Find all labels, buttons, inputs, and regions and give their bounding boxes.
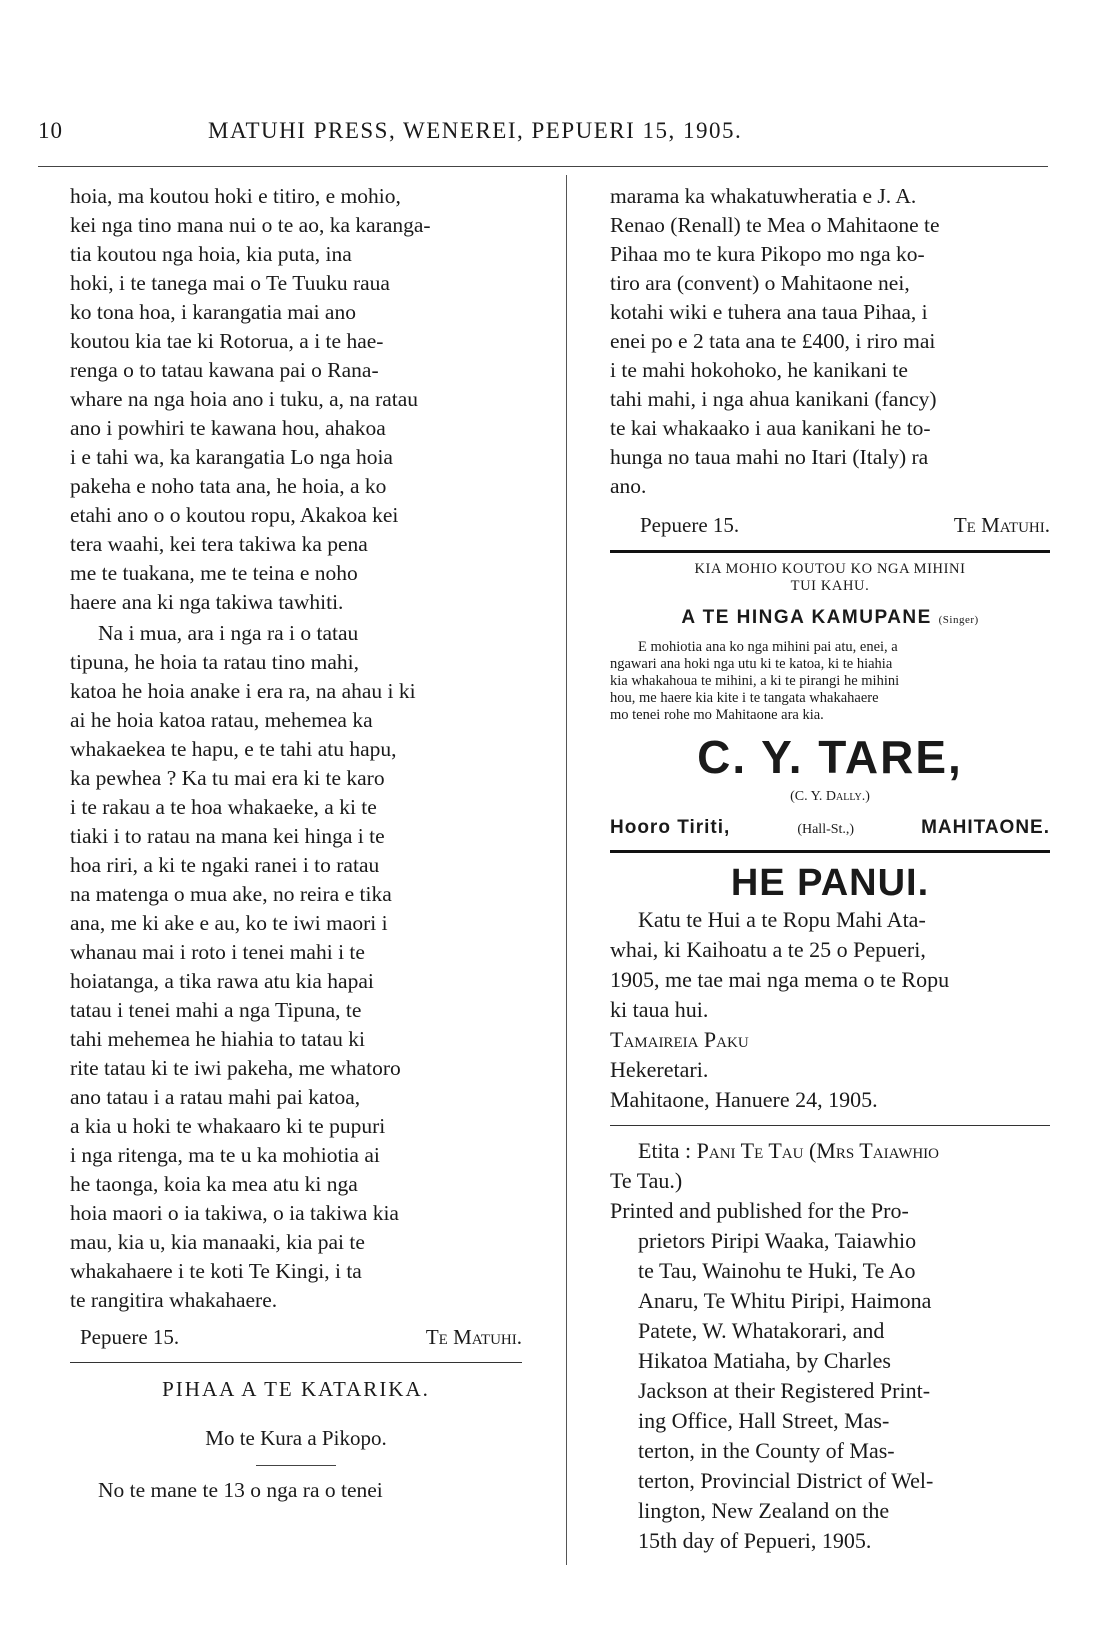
signoff-date: Pepuere 15. — [640, 513, 740, 537]
notice-body — [610, 905, 1050, 1025]
advert-body — [610, 639, 1050, 724]
agent-english: (C. Y. Dally.) — [790, 789, 870, 804]
article-line: tatau i tenei mahi a nga Tipuna, te — [70, 998, 362, 1022]
article-line: hoiatanga, a tika rawa atu kia hapai — [70, 969, 374, 993]
article-line: kei nga tino mana nui o te ao, ka karanga- — [70, 213, 431, 237]
article-line: ko tona hoa, i karangatia mai ano — [70, 300, 356, 324]
article-line: hoa riri, a ki te ngaki ranei i to ratau — [70, 853, 380, 877]
article-line: he taonga, koia ka mea atu ki nga — [70, 1172, 358, 1196]
agent-name: C. Y. TARE, — [697, 731, 963, 783]
left-column — [70, 182, 522, 1505]
advert-line: E mohiotia ana ko nga mihini pai atu, enei, a — [638, 639, 898, 655]
singer-advert — [610, 561, 1050, 844]
article-line: ai he hoia katoa ratau, mehemea ka — [70, 708, 373, 732]
advert-line: mo tenei rohe mo Mahitaone ara kia. — [610, 707, 824, 723]
header-rule — [38, 166, 1048, 167]
article-line: tiro ara (convent) o Mahitaone nei, — [610, 271, 910, 295]
masthead-title: MATUHI PRESS, WENEREI, PEPUERI 15, 1905. — [208, 118, 743, 143]
article-line: te kai whakaako i aua kanikani he to- — [610, 416, 931, 440]
article-line: ano tatau i a ratau mahi pai katoa, — [70, 1085, 361, 1109]
advert-heading-2: TUI KAHU. — [790, 578, 870, 594]
article-line: mau, kia u, kia manaaki, kia pai te — [70, 1230, 365, 1254]
advert-line: kia whakahoua te mihini, a ki te pirangi he mihini — [610, 673, 900, 689]
brand-name: A TE HINGA KAMUPANE — [681, 607, 932, 628]
article-line: koutou kia tae ki Rotorua, a i te hae- — [70, 329, 384, 353]
page-number: 10 — [38, 118, 63, 143]
advert-brand — [610, 603, 1050, 635]
article-line: i e tahi wa, ka karangatia Lo nga hoia — [70, 445, 393, 469]
article-line: renga o to tatau kawana pai o Rana- — [70, 358, 379, 382]
article-line: ka pewhea ? Ka tu mai era ki te karo — [70, 766, 385, 790]
article-line: hunga no taua mahi no Itari (Italy) ra — [610, 445, 929, 469]
article-line: tia koutou nga hoia, kia puta, ina — [70, 242, 352, 266]
imprint-line: terton, Provincial District of Wel- — [638, 1468, 934, 1493]
imprint-line: prietors Piripi Waaka, Taiawhio — [638, 1228, 917, 1253]
article-continued — [70, 182, 522, 617]
notice-line: Katu te Hui a te Ropu Mahi Ata- — [638, 907, 926, 932]
signoff-name: Te Matuhi. — [425, 1325, 522, 1349]
imprint-line: terton, in the County of Mas- — [638, 1438, 895, 1463]
editor-name: Pani Te Tau (Mrs Taiawhio — [696, 1138, 940, 1163]
article-line: whanau mai i roto i tenei mahi i te — [70, 940, 365, 964]
signoff — [70, 1323, 522, 1352]
article-line: hoia maori o ia takiwa, o ia takiwa kia — [70, 1201, 399, 1225]
article-line: tera waahi, kei tera takiwa ka pena — [70, 532, 368, 556]
imprint-line: 15th day of Pepueri, 1905. — [638, 1528, 872, 1553]
notice-title: HE PANUI. — [730, 862, 930, 904]
credits — [610, 1136, 1050, 1556]
page-header — [38, 118, 1048, 152]
editor-label: Etita : — [638, 1138, 692, 1163]
article-continued-right — [610, 182, 1050, 501]
article-line: te rangitira whakahaere. — [70, 1288, 278, 1312]
article-line: Pihaa mo te kura Pikopo mo nga ko- — [610, 242, 925, 266]
imprint-line: Jackson at their Registered Print- — [638, 1378, 931, 1403]
advert-heading: KIA MOHIO KOUTOU KO NGA MIHINI — [694, 561, 966, 577]
signoff-date: Pepuere 15. — [80, 1325, 180, 1349]
imprint-line: Hikatoa Matiaha, by Charles — [638, 1348, 891, 1373]
article-soldiers — [70, 619, 522, 1315]
article-line: ana, me ki ake e au, ko te iwi maori i — [70, 911, 388, 935]
brand-note: (Singer) — [938, 614, 979, 626]
town: MAHITAONE. — [921, 817, 1050, 838]
article-line: tiaki i to ratau na mana kei hinga i te — [70, 824, 385, 848]
article-line: whakahaere i te koti Te Kingi, i ta — [70, 1259, 362, 1283]
advert-rule — [610, 550, 1050, 553]
advert-line: ngawari ana hoki nga utu ki te katoa, ki te hiahia — [610, 656, 893, 672]
notice-signatory: Tamaireia Paku — [610, 1027, 749, 1052]
article-line: hoia, ma koutou hoki e titiro, e mohio, — [70, 184, 401, 208]
article-line: rite tatau ki te iwi pakeha, me whatoro — [70, 1056, 401, 1080]
notice-role: Hekeretari. — [610, 1057, 709, 1082]
editor-line — [610, 1136, 1050, 1166]
article-line: i te rakau a te hoa whakaeke, a ki te — [70, 795, 377, 819]
article-line: haere ana ki nga takiwa tawhiti. — [70, 590, 344, 614]
credits-rule — [610, 1125, 1050, 1126]
article-line: kotahi wiki e tuhera ana taua Pihaa, i — [610, 300, 928, 324]
article-line: ano i powhiri te kawana hou, ahakoa — [70, 416, 386, 440]
article-line: tahi mahi, i nga ahua kanikani (fancy) — [610, 387, 937, 411]
notice-line: whai, ki Kaihoatu a te 25 o Pepueri, — [610, 937, 926, 962]
article-line: na matenga o mua ake, no reira e tika — [70, 882, 392, 906]
section-rule — [70, 1362, 522, 1363]
article-line: whare na nga hoia ano i tuku, a, na ratau — [70, 387, 419, 411]
article-line: etahi ano o o koutou ropu, Akakoa kei — [70, 503, 399, 527]
agent-address — [610, 813, 1050, 844]
street: Hooro Tiriti, — [610, 817, 731, 838]
article-line: Na i mua, ara i nga ra i o tatau — [98, 621, 359, 645]
section-subtitle: Mo te Kura a Pikopo. — [205, 1426, 387, 1450]
notice-line: ki taua hui. — [610, 997, 709, 1022]
article-line: me te tuakana, me te teina e noho — [70, 561, 358, 585]
article-line: enei po e 2 tata ana te £400, i riro mai — [610, 329, 936, 353]
article-line: whakaekea te hapu, e te tahi atu hapu, — [70, 737, 397, 761]
editor-line-2: Te Tau.) — [610, 1168, 683, 1193]
imprint-line: lington, New Zealand on the — [638, 1498, 890, 1523]
article-line: marama ka whakatuwheratia e J. A. — [610, 184, 917, 208]
article-line: i nga ritenga, ma te u ka mohiotia ai — [70, 1143, 380, 1167]
imprint-line: Printed and published for the Pro- — [610, 1198, 909, 1223]
article-line: Renao (Renall) te Mea o Mahitaone te — [610, 213, 940, 237]
section-first-line: No te mane te 13 o nga ra o tenei — [98, 1478, 383, 1502]
imprint-line: te Tau, Wainohu te Huki, Te Ao — [638, 1258, 916, 1283]
article-line: hoki, i te tanega mai o Te Tuuku raua — [70, 271, 390, 295]
street-english: (Hall-St.,) — [797, 822, 855, 837]
article-line: a kia u hoki te whakaaro ki te pupuri — [70, 1114, 386, 1138]
imprint-line: Anaru, Te Whitu Piripi, Haimona — [638, 1288, 932, 1313]
signoff-name: Te Matuhi. — [953, 513, 1050, 537]
short-rule — [256, 1465, 336, 1466]
article-line: ano. — [610, 474, 647, 498]
article-line: pakeha e noho tata ana, he hoia, a ko — [70, 474, 387, 498]
signoff-right — [610, 511, 1050, 540]
article-line: i te mahi hokohoko, he kanikani te — [610, 358, 908, 382]
imprint-line: ing Office, Hall Street, Mas- — [638, 1408, 890, 1433]
right-column — [610, 182, 1050, 1556]
section-title: PIHAA A TE KATARIKA. — [162, 1377, 430, 1401]
imprint-line: Patete, W. Whatakorari, and — [638, 1318, 885, 1343]
notice-line: 1905, me tae mai nga mema o te Ropu — [610, 967, 950, 992]
article-line: tahi mehemea he hiahia to tatau ki — [70, 1027, 365, 1051]
notice-rule — [610, 850, 1050, 853]
column-divider — [566, 175, 567, 1565]
advert-line: hou, me haere kia kite i te tangata whakahaere — [610, 690, 879, 706]
imprint — [610, 1196, 1050, 1556]
article-line: katoa he hoia anake i era ra, na ahau i ki — [70, 679, 416, 703]
notice — [610, 861, 1050, 1115]
article-line: tipuna, he hoia ta ratau tino mahi, — [70, 650, 359, 674]
notice-place-date: Mahitaone, Hanuere 24, 1905. — [610, 1087, 878, 1112]
